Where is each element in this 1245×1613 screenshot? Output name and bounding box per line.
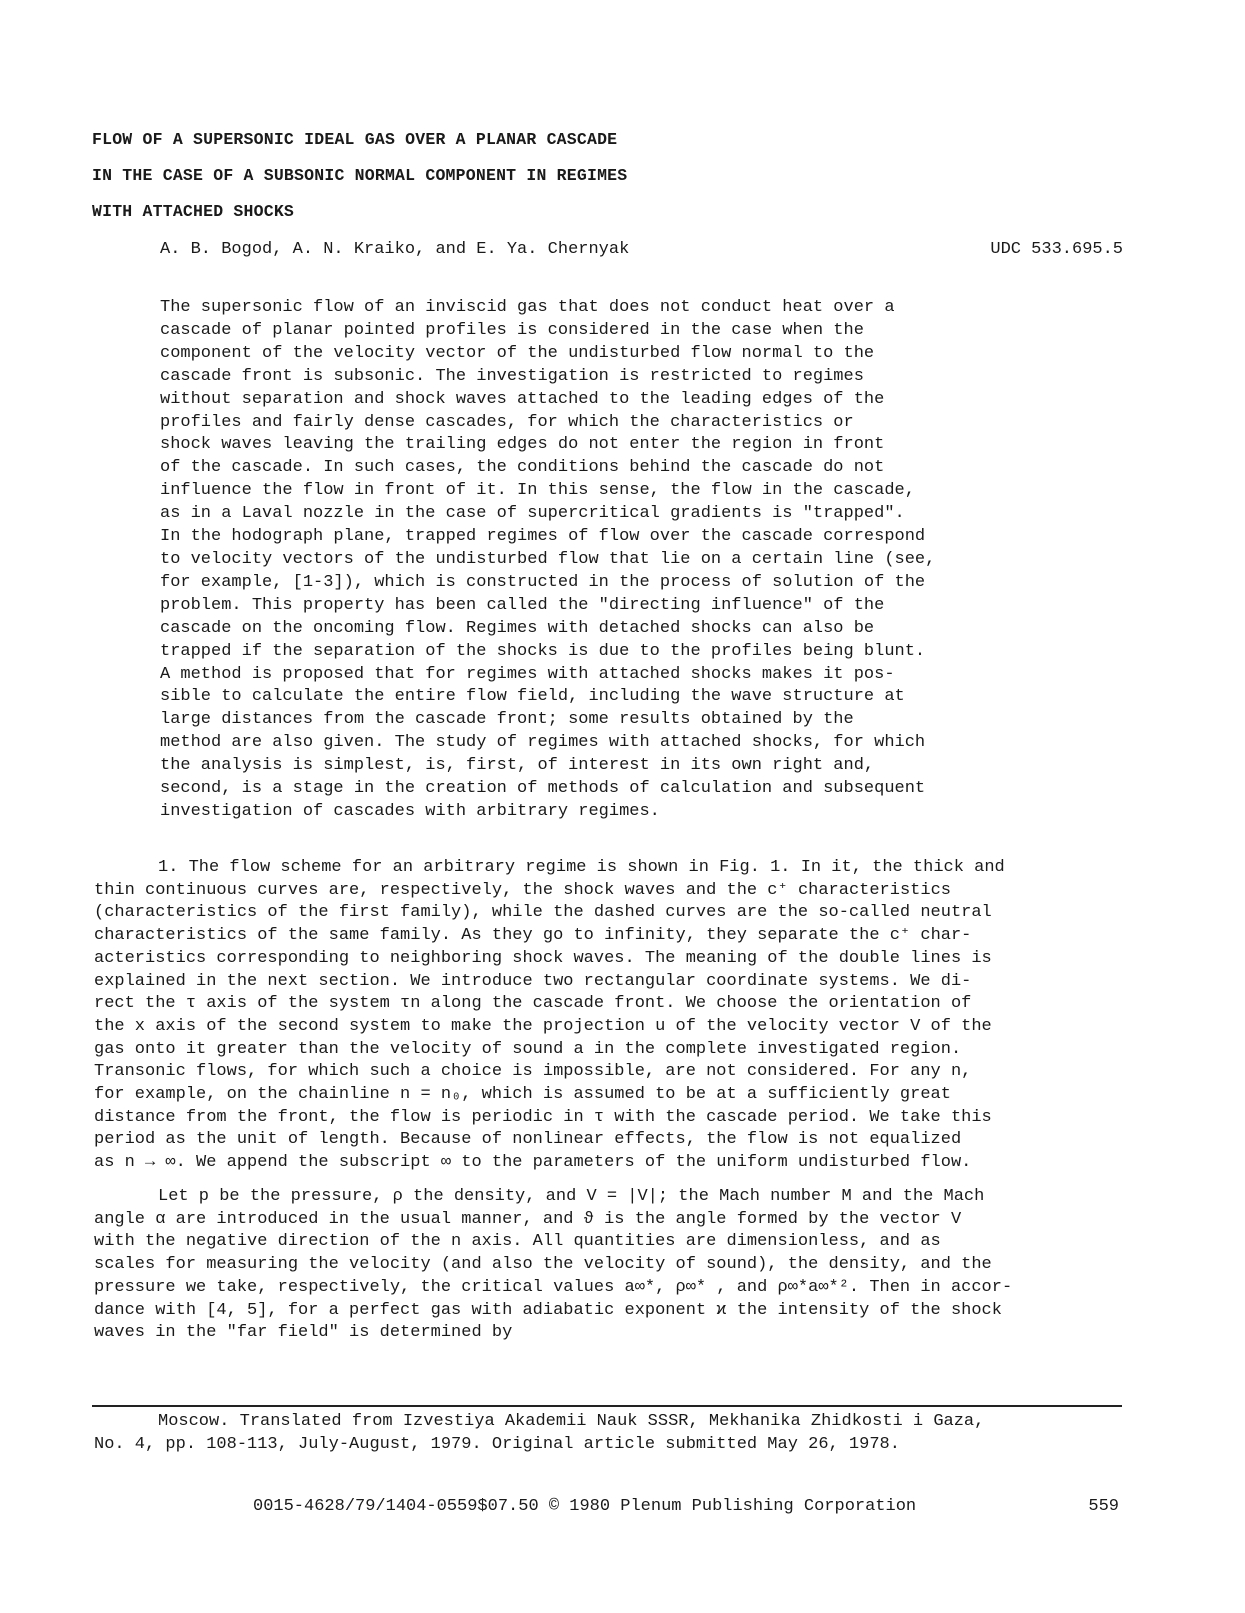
body-line: distance from the front, the flow is periodic in τ with the cascade period. We take this: [94, 1107, 992, 1127]
body-line: as n → ∞. We append the subscript ∞ to the parameters of the uniform undisturbed flow.: [94, 1153, 972, 1173]
abstract: [160, 297, 1020, 824]
abstract-line: influence the flow in front of it. In this sense, the flow in the cascade,: [160, 481, 915, 501]
footnote-line: No. 4, pp. 108-113, July-August, 1979. Original article submitted May 26, 1978.: [94, 1434, 900, 1454]
body-line: pressure we take, respectively, the critical values a∞*, ρ∞* , and ρ∞*a∞*². Then in accor-: [94, 1277, 1013, 1297]
publication-id: 0015-4628/79/1404-0559$07.50 © 1980 Plenum Publishing Corporation: [253, 1497, 917, 1516]
title-line: FLOW OF A SUPERSONIC IDEAL GAS OVER A PLANAR CASCADE: [92, 130, 618, 149]
body-line: scales for measuring the velocity (and also the velocity of sound), the density, and the: [94, 1255, 992, 1275]
abstract-line: cascade front is subsonic. The investigation is restricted to regimes: [160, 366, 864, 386]
section-1-paragraph-2: [94, 1186, 1104, 1345]
title-line: WITH ATTACHED SHOCKS: [92, 202, 295, 221]
authors: A. B. Bogod, A. N. Kraiko, and E. Ya. Chernyak: [160, 240, 630, 259]
body-line: waves in the "far field" is determined by: [94, 1323, 513, 1343]
footnote: [94, 1411, 1114, 1456]
body-line: with the negative direction of the n axis. All quantities are dimensionless, and as: [94, 1232, 941, 1252]
body-line: Transonic flows, for which such a choice is impossible, are not considered. For any n,: [94, 1062, 972, 1082]
paper-title: [92, 122, 627, 230]
body-line: angle α are introduced in the usual manner, and ϑ is the angle formed by the vector V: [94, 1209, 962, 1229]
abstract-line: shock waves leaving the trailing edges do not enter the region in front: [160, 435, 885, 455]
abstract-line: component of the velocity vector of the undisturbed flow normal to the: [160, 343, 875, 363]
udc-code: UDC 533.695.5: [990, 240, 1123, 259]
abstract-line: for example, [1-3]), which is constructed in the process of solution of the: [160, 572, 926, 592]
body-line: the x axis of the second system to make the projection u of the velocity vector V of the: [94, 1016, 992, 1036]
abstract-line: A method is proposed that for regimes with attached shocks makes it pos-: [160, 664, 895, 684]
abstract-line: In the hodograph plane, trapped regimes of flow over the cascade correspond: [160, 527, 926, 547]
abstract-line: to velocity vectors of the undisturbed flow that lie on a certain line (see,: [160, 549, 936, 569]
footnote-divider: [92, 1405, 1122, 1407]
abstract-line: cascade of planar pointed profiles is considered in the case when the: [160, 320, 864, 340]
body-line: Let p be the pressure, ρ the density, and V = |V|; the Mach number M and the Mach: [158, 1187, 985, 1206]
body-line: gas onto it greater than the velocity of sound a in the complete investigated region.: [94, 1039, 962, 1059]
footnote-line: Moscow. Translated from Izvestiya Akademii Nauk SSSR, Mekhanika Zhidkosti i Gaza,: [158, 1412, 985, 1431]
abstract-line: investigation of cascades with arbitrary regimes.: [160, 801, 660, 821]
body-line: acteristics corresponding to neighboring shock waves. The meaning of the double lines is: [94, 948, 992, 968]
abstract-line: second, is a stage in the creation of methods of calculation and subsequent: [160, 779, 926, 799]
abstract-line: method are also given. The study of regimes with attached shocks, for which: [160, 733, 926, 753]
body-line: for example, on the chainline n = n₀, which is assumed to be at a sufficiently great: [94, 1085, 951, 1105]
abstract-line: of the cascade. In such cases, the conditions behind the cascade do not: [160, 458, 885, 478]
abstract-line: the analysis is simplest, is, first, of interest in its own right and,: [160, 756, 875, 776]
abstract-line: problem. This property has been called the "directing influence" of the: [160, 595, 885, 615]
body-line: thin continuous curves are, respectively, the shock waves and the c⁺ characteristics: [94, 880, 951, 900]
abstract-line: as in a Laval nozzle in the case of supercritical gradients is "trapped".: [160, 504, 905, 524]
section-1-paragraph: [94, 857, 1104, 1175]
title-line: IN THE CASE OF A SUBSONIC NORMAL COMPONENT IN REGIMES: [92, 166, 628, 185]
body-line: rect the τ axis of the system τn along the cascade front. We choose the orientation of: [94, 994, 972, 1014]
abstract-line: trapped if the separation of the shocks is due to the profiles being blunt.: [160, 641, 926, 661]
page-number: 559: [1088, 1497, 1119, 1516]
body-line: dance with [4, 5], for a perfect gas with adiabatic exponent ϰ the intensity of the shock: [94, 1300, 1002, 1320]
body-line: 1. The flow scheme for an arbitrary regime is shown in Fig. 1. In it, the thick and: [158, 858, 1005, 877]
body-line: explained in the next section. We introduce two rectangular coordinate systems. We di-: [94, 971, 972, 991]
abstract-line: profiles and fairly dense cascades, for which the characteristics or: [160, 412, 854, 432]
abstract-line: without separation and shock waves attached to the leading edges of the: [160, 389, 885, 409]
abstract-line: cascade on the oncoming flow. Regimes with detached shocks can also be: [160, 618, 875, 638]
abstract-line: large distances from the cascade front; some results obtained by the: [160, 710, 854, 730]
body-line: (characteristics of the first family), while the dashed curves are the so-called neutral: [94, 903, 992, 923]
abstract-line: The supersonic flow of an inviscid gas that does not conduct heat over a: [160, 298, 895, 317]
abstract-line: sible to calculate the entire flow field, including the wave structure at: [160, 687, 905, 707]
body-line: period as the unit of length. Because of nonlinear effects, the flow is not equalized: [94, 1130, 962, 1150]
body-line: characteristics of the same family. As they go to infinity, they separate the c⁺ char-: [94, 926, 972, 946]
